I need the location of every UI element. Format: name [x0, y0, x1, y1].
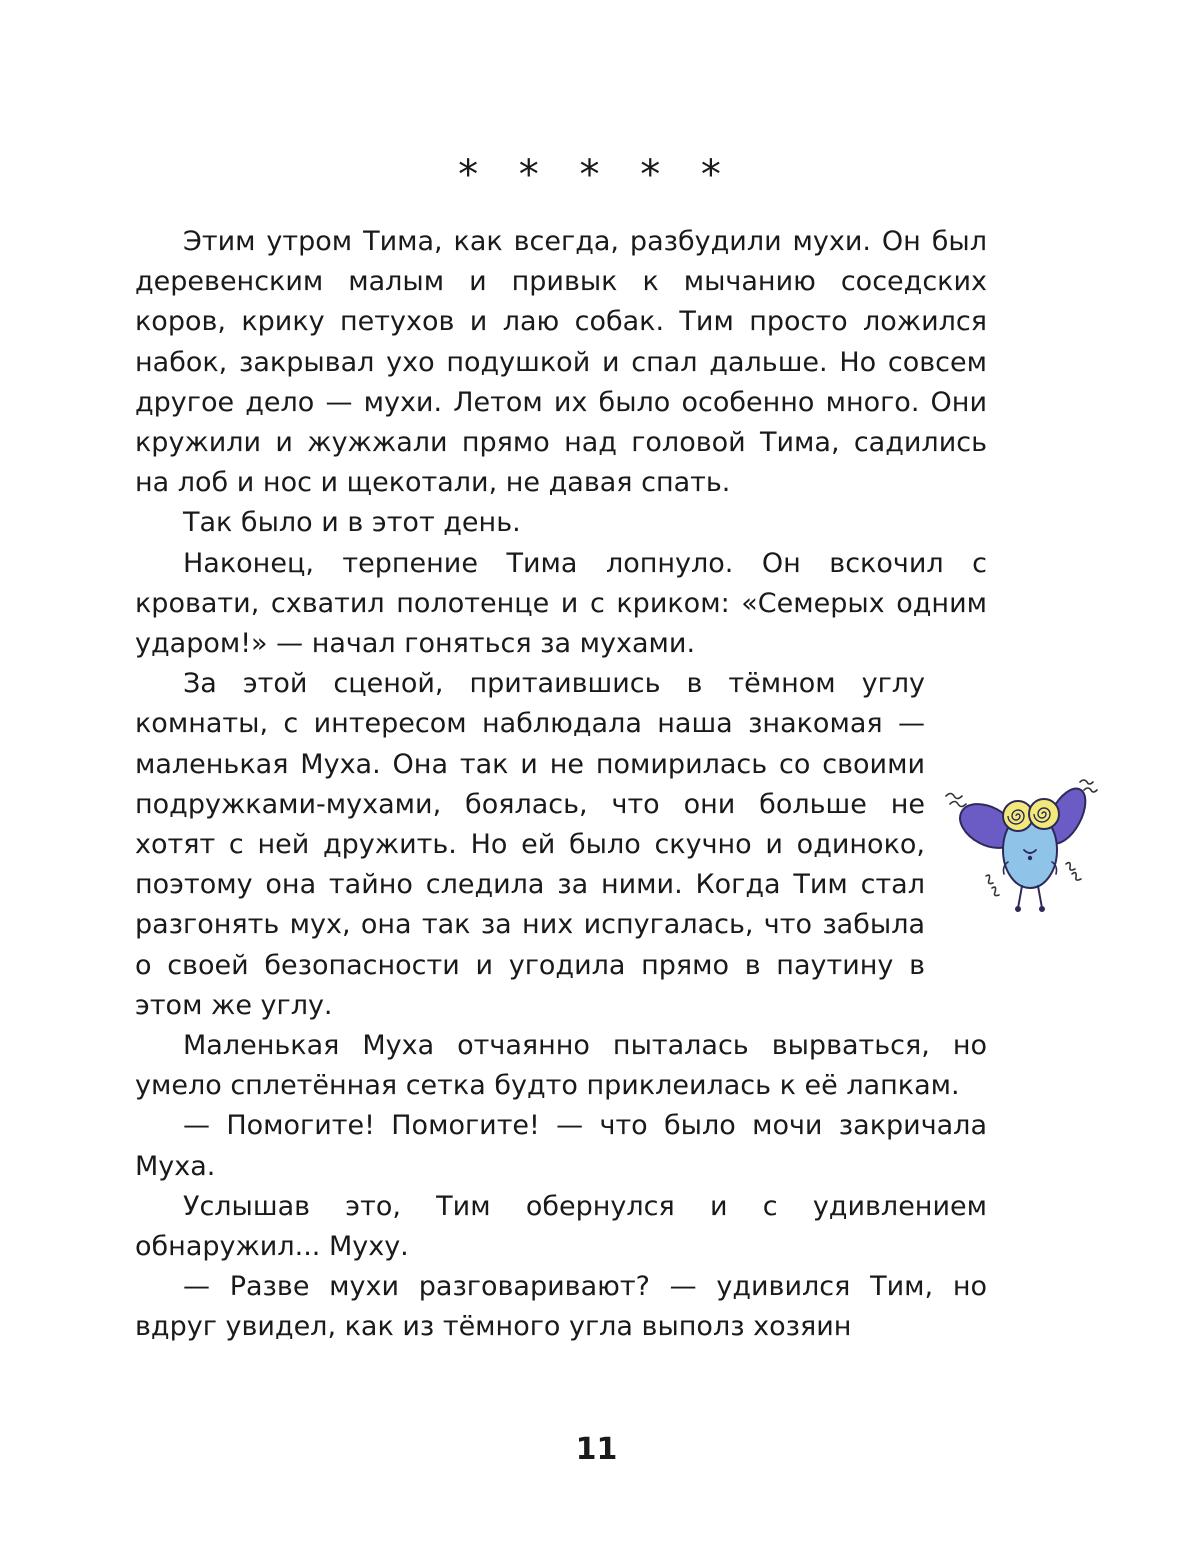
section-divider: * * * * *	[458, 152, 735, 198]
paragraph: Услышав это, Тим обернулся и с удивлением обнаружил... Муху.	[135, 1190, 987, 1263]
page-number: 11	[575, 1432, 618, 1467]
paragraph: Маленькая Муха отчаянно пыталась вырваться, но умело сплетённая сетка будто приклеилась к её лапкам.	[135, 1030, 987, 1102]
paragraph: Этим утром Тима, как всегда, разбудили мухи. Он был деревенским малым и привык к мычанию соседских коров, крику петухов и лаю собак. Тим просто ложился набок, закрывал ухо подушкой и спал дальше. Но совсем другое дело — мухи. Летом их было особенно много. Они кружили и жужжали прямо над головой Тима, садились на лоб и нос и щекотали, не давая спать.	[135, 226, 987, 499]
story-text	[135, 222, 987, 1348]
paragraph: Наконец, терпение Тима лопнуло. Он вскочил с кровати, схватил полотенце и с криком: «Семерых одним ударом!» — начал гоняться за мухами.	[135, 547, 987, 660]
paragraph: — Разве мухи разговаривают? — удивился Тим, но вдруг увидел, как из тёмного угла выполз хозяин	[135, 1271, 987, 1343]
paragraph: За этой сценой, притаившись в тёмном углу комнаты, с интересом наблюдала наша знакомая — маленькая Муха. Она так и не помирилась со своими подружками-мухами, боялась, что они больше не хотят с ней дружить. Но ей было скучно и одиноко, поэтому она тайно следила за ними. Когда Тим стал разгонять мух, она так за них испугалась, что забыла о своей безопасности и угодила прямо в паутину в этом же углу.	[135, 668, 925, 1021]
fly-illustration	[938, 772, 1098, 922]
paragraph: Так было и в этот день.	[183, 507, 521, 539]
paragraph: — Помогите! Помогите! — что было мочи закричала Муха.	[135, 1110, 987, 1182]
